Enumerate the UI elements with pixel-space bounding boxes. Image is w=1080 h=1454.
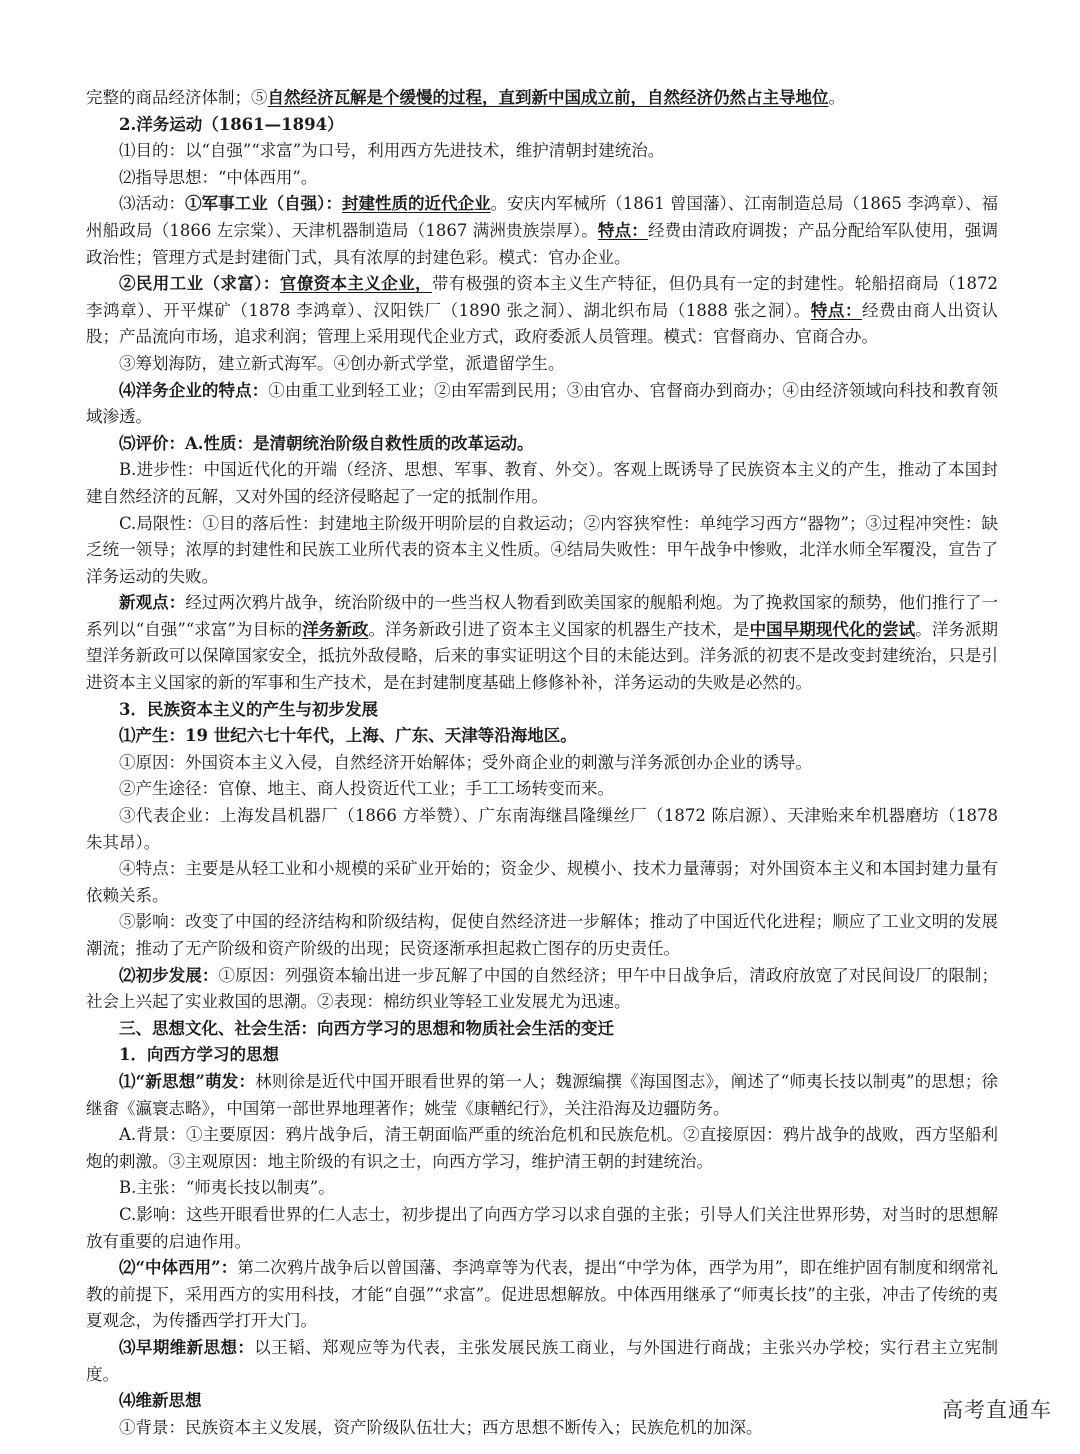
- paragraph-representative-enterprises: ③代表企业：上海发昌机器厂（1866 方举赞）、广东南海继昌隆缫丝厂（1872 陈启源）、天津贻来牟机器磨坊（1878 朱其昂）。: [86, 806, 998, 852]
- paragraph-guiding-thought: ⑵指导思想：“中体西用”。: [119, 167, 318, 187]
- paragraph-evaluation-nature: ⑸评价：A.性质：是清朝统治阶级自救性质的改革运动。: [119, 433, 534, 453]
- paragraph-progressiveness: B.进步性：中国近代化的开端（经济、思想、军事、教育、外交）。客观上既诱导了民族资本主义的产生，推动了本国封建自然经济的瓦解，又对外国的经济侵略起了一定的抵制作用。: [86, 460, 998, 506]
- paragraph-emergence: ⑴产生：19 世纪六七十年代，上海、广东、天津等沿海地区。: [119, 726, 577, 746]
- heading-reform-thought: ⑷维新思想: [119, 1391, 202, 1411]
- paragraph-reform-background: ①背景：民族资本主义发展，资产阶级队伍壮大；西方思想不断传入；民族危机的加深。: [119, 1417, 763, 1437]
- heading-learning-from-west: 1．向西方学习的思想: [119, 1045, 279, 1065]
- paragraph-civil-industry: ②民用工业（求富）：官僚资本主义企业，带有极强的资本主义生产特征，但仍具有一定的封建性。轮船招商局（1872 李鸿章）、开平煤矿（1878 李鸿章）、汉阳铁厂（1890 张之洞）、湖北织布局（1888 张之洞）。特点：经费由商人出资认股；产品流向市场，追求利润；管理上采用现代企业方式，政府委派人员管理。模式：官督商办、官商合办。: [86, 274, 999, 347]
- paragraph-purpose: ⑴目的：以“自强”“求富”为口号，利用西方先进技术，维护清朝封建统治。: [119, 141, 665, 161]
- paragraph-characteristics: ④特点：主要是从轻工业和小规模的采矿业开始的；资金少、规模小、技术力量薄弱；对外国资本主义和本国封建力量有依赖关系。: [86, 859, 998, 905]
- paragraph-impact: ⑤影响：改变了中国的经济结构和阶级结构，促使自然经济进一步解体；推动了中国近代化进程；顺应了工业文明的发展潮流；推动了无产阶级和资产阶级的出现；民资逐渐承担起救亡图存的历史责任。: [86, 912, 998, 958]
- paragraph-military-industry: ⑶活动：①军事工业（自强）：封建性质的近代企业。安庆内军械所（1861 曾国藩）、江南制造总局（1865 李鸿章）、福州船政局（1866 左宗棠）、天津机器制造局（1867 满洲贵族崇厚）。特点：经费由清政府调拨；产品分配给军队使用，强调政治性；管理方式是封建衙门式，具有浓厚的封建色彩。模式：官办企业。: [86, 194, 998, 267]
- paragraph-natural-economy: 完整的商品经济体制；⑤自然经济瓦解是个缓慢的过程，直到新中国成立前，自然经济仍然占主导地位。: [86, 88, 845, 107]
- paragraph-limitations: C.局限性：①目的落后性：封建地主阶级开明阶层的自救运动；②内容狭窄性：单纯学习西方“器物”；③过程冲突性：缺乏统一领导；浓厚的封建性和民族工业所代表的资本主义性质。④结局失败性：甲午战争中惨败，北洋水师全军覆没，宣告了洋务运动的失败。: [86, 513, 998, 586]
- watermark-text: 高考直通车: [942, 1398, 1052, 1422]
- paragraph-initial-development: ⑵初步发展：①原因：列强资本输出进一步瓦解了中国的自然经济；甲午中日战争后，清政府放宽了对民间设厂的限制；社会上兴起了实业救国的思潮。②表现：棉纺织业等轻工业发展尤为迅速。: [86, 965, 999, 1012]
- document-body: [86, 85, 998, 1441]
- paragraph-naval-defense: ③筹划海防，建立新式海军。④创办新式学堂，派遣留学生。: [119, 353, 565, 373]
- paragraph-new-thought: ⑴“新思想”萌发：林则徐是近代中国开眼看世界的第一人；魏源编撰《海国图志》，阐述了“师夷长技以制夷”的思想；徐继畬《瀛寰志略》，中国第一部世界地理著作；姚莹《康輶纪行》，关注沿海及边疆防务。: [86, 1071, 999, 1118]
- paragraph-enterprise-features: ⑷洋务企业的特点：①由重工业到轻工业；②由军需到民用；③由官办、官督商办到商办；④由经济领域向科技和教育领域渗透。: [86, 380, 999, 427]
- paragraph-background: A.背景：①主要原因：鸦片战争后，清王朝面临严重的统治危机和民族危机。②直接原因：鸦片战争的战败，西方坚船利炮的刺激。③主观原因：地主阶级的有识之士，向西方学习，维护清王朝的封建统治。: [86, 1125, 998, 1171]
- paragraph-new-viewpoint: 新观点：经过两次鸦片战争，统治阶级中的一些当权人物看到欧美国家的舰船利炮。为了挽救国家的颓势，他们推行了一系列以“自强”“求富”为目标的洋务新政。洋务新政引进了资本主义国家的机器生产技术，是中国早期现代化的尝试。洋务派期望洋务新政可以保障国家安全，抵抗外敌侵略，后来的事实证明这个目的未能达到。洋务派的初衷不是改变封建统治，只是引进资本主义国家的新的军事和生产技术，是在封建制度基础上修修补补，洋务运动的失败是必然的。: [86, 593, 999, 693]
- paragraph-origins: ②产生途径：官僚、地主、商人投资近代工业；手工工场转变而来。: [119, 779, 614, 799]
- heading-thought-culture: 三、思想文化、社会生活：向西方学习的思想和物质社会生活的变迁: [119, 1018, 614, 1038]
- paragraph-proposition: B.主张：“师夷长技以制夷”。: [119, 1178, 335, 1198]
- heading-national-capitalism: 3．民族资本主义的产生与初步发展: [119, 699, 378, 719]
- paragraph-early-reform: ⑶早期维新思想：以王韬、郑观应等为代表，主张发展民族工商业，与外国进行商战；主张兴办学校；实行君主立宪制度。: [86, 1337, 999, 1384]
- paragraph-influence: C.影响：这些开眼看世界的仁人志士，初步提出了向西方学习以求自强的主张；引导人们关注世界形势，对当时的思想解放有重要的启迪作用。: [86, 1204, 998, 1251]
- heading-westernization-movement: 2.洋务运动（1861—1894）: [119, 114, 344, 134]
- paragraph-chinese-essence: ⑵“中体西用”：第二次鸦片战争后以曾国藩、李鸿章等为代表，提出“中学为体，西学为用”，即在维护固有制度和纲常礼教的前提下，采用西方的实用科技，才能“自强”“求富”。促进思想解放。中体西用继承了“师夷长技”的主张，冲击了传统的夷夏观念，为传播西学打开大门。: [86, 1258, 999, 1331]
- paragraph-causes: ①原因：外国资本主义入侵，自然经济开始解体；受外商企业的刺激与洋务派创办企业的诱导。: [119, 752, 812, 772]
